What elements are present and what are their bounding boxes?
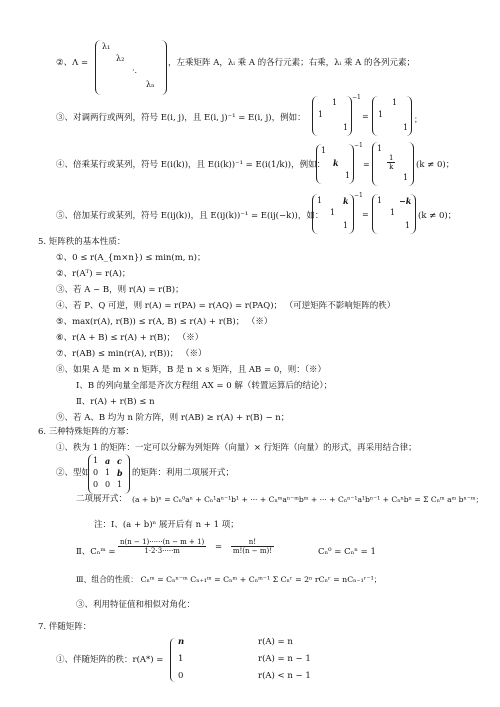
section-heading: 6. 三种特殊矩阵的方幂： (38, 427, 134, 437)
matrix-cell: 0 (93, 468, 99, 477)
matrix-cell: c (117, 456, 122, 466)
case-condition: r(A) < n − 1 (258, 671, 311, 681)
matrix-cell: 0 (93, 480, 99, 489)
case-condition: r(A) = n (258, 637, 293, 647)
diag-entry: ·. (132, 66, 138, 75)
condition-text: (k ≠ 0)； (418, 211, 457, 221)
binomial-formula: (a + b)ⁿ = Cₙ⁰aⁿ + Cₙ¹aⁿ⁻¹b¹ + ··· + Cₙᵐaⁿ⁻ᵐbᵐ + ··· + Cₙⁿ⁻¹a¹bⁿ⁻¹ + Cₙⁿbⁿ = Σ Cₙᵐ aᵐ bⁿ⁻ᵐ； (132, 495, 484, 504)
eigen-text: ③、利用特征值和相似对角化： (76, 600, 196, 610)
fraction-numerator: n! (231, 538, 274, 547)
rank-property: ⑤、max(r(A), r(B)) ≤ r(A, B) ≤ r(A) + r(B)； （※） (56, 317, 273, 327)
condition-text: (k ≠ 0)； (416, 160, 455, 170)
upper-triangular-matrix (88, 454, 130, 494)
rank-property: ①、0 ≤ r(A_{m×n}) ≤ min(m, n)； (56, 253, 206, 263)
upper-triangular-pre: ②、型如 (56, 468, 91, 478)
diag-entry: λₙ (146, 80, 155, 89)
cases-brace (170, 638, 177, 682)
combination-properties: Ⅲ、组合的性质： Cₙᵐ = Cₙⁿ⁻ᵐ Cₙ₊₁ᵐ = Cₙᵐ + Cₙᵐ⁻¹ Σ Cₙʳ = 2ⁿ rCₙʳ = nCₙ₋₁ʳ⁻¹； (76, 575, 382, 584)
case-value: 0 (178, 671, 184, 681)
case-condition: r(A) = n − 1 (258, 654, 311, 664)
diag-matrix (95, 40, 167, 95)
rank-subproperty: Ⅱ、r(A) + r(B) ≤ n (76, 397, 155, 407)
rank-property: ⑧、如果 A 是 m × n 矩阵，B 是 n × s 矩阵，且 AB = 0，则：（※） (56, 365, 326, 375)
section-heading: 7. 伴随矩阵： (38, 622, 92, 632)
matrix-cell: 1 (105, 468, 111, 477)
example-matrix: 1 k 1 (316, 144, 354, 184)
fraction-numerator: n(n − 1)······(n − m + 1) (120, 538, 205, 546)
diag-entry: λ₁ (102, 42, 111, 51)
binomial-label: 二项展开式： (76, 494, 128, 504)
example-matrix: 1 k 1 1 (312, 194, 354, 234)
fraction-denominator: 1·2·3·····m (144, 547, 180, 555)
swap-rows-text: ③、对调两行或两列，符号 E(i, j)，且 E(i, j)⁻¹ = E(i, j)，例如： (56, 113, 306, 123)
rank-one-text: ①、秩为 1 的矩阵：一定可以分解为列矩阵（向量）× 行矩阵（向量）的形式，再采用结合律； (56, 443, 417, 453)
combination-fraction: $\frac{n(n - 1)\cdot\cdot\cdot\cdot\cdot\cdot(n - m + 1)}{1\cdot 2\cdot 3\cdot\cdot\cdot\cdot\cdot m}$ = $\frac{n!}{m!(n - m)!}$ (120, 538, 273, 555)
matrix-cell: b (117, 468, 123, 478)
example-matrix: 1 1 1 (372, 96, 412, 136)
item-diag-text: ，左乘矩阵 A，λᵢ 乘 A 的各行元素；右乘，λᵢ 乘 A 的各列元素； (168, 58, 416, 68)
example-matrix: 1 1 1 (312, 96, 352, 136)
rank-property: ⑥、r(A + B) ≤ r(A) + r(B)； （※） (56, 333, 204, 343)
rank-property: ②、r(Aᵀ) = r(A)； (56, 269, 131, 279)
rank-property: ③、若 A ~ B，则 r(A) = r(B)； (56, 285, 184, 295)
upper-triangular-post: 的矩阵：利用二项展开式； (132, 468, 235, 478)
rank-property: ⑦、r(AB) ≤ min(r(A), r(B))； （※） (56, 349, 207, 359)
scale-rows-text: ④、倍乘某行或某列，符号 E(i(k))，且 E(i(k))⁻¹ = E(i(1/k))，例如： (56, 160, 326, 170)
combination-label: Ⅱ、Cₙᵐ = (76, 547, 116, 557)
rank-subproperty: Ⅰ、B 的列向量全部是齐次方程组 AX = 0 解（转置运算后的结论）； (76, 381, 333, 391)
fraction-denominator: m!(n − m)! (232, 547, 273, 555)
matrix-cell: 1 (93, 456, 99, 465)
example-matrix: 1 −k 1 1 (372, 194, 416, 234)
diag-entry: λ₂ (116, 54, 125, 63)
case-value: 1 (178, 654, 184, 664)
item-diag-label: ②、Λ = (56, 58, 89, 68)
example-matrix: 1 $\frac{1}{k}$ 1 (372, 142, 414, 186)
matrix-cell: 0 (105, 480, 111, 489)
matrix-cell: 1 (117, 480, 123, 489)
matrix-cell: a (105, 456, 111, 466)
binomial-note: 注：Ⅰ、(a + b)ⁿ 展开后有 n + 1 项； (94, 520, 239, 530)
adjugate-rank-label: ①、伴随矩阵的秩：r(A*) = (56, 655, 164, 665)
case-value: n (178, 637, 185, 647)
rank-property: ④、若 P、Q 可逆，则 r(A) = r(PA) = r(AQ) = r(PAQ)； （可逆矩阵不影响矩阵的秩） (56, 301, 396, 311)
combination-identity: Cₙ⁰ = Cₙⁿ = 1 (318, 547, 376, 557)
section-heading: 5. 矩阵秩的基本性质： (38, 237, 126, 247)
rank-property: ⑨、若 A、B 均为 n 阶方阵，则 r(AB) ≥ r(A) + r(B) − n； (56, 413, 290, 423)
add-rows-text: ⑤、倍加某行或某列，符号 E(ij(k))，且 E(ij(k))⁻¹ = E(ij(−k))，如： (56, 211, 324, 221)
